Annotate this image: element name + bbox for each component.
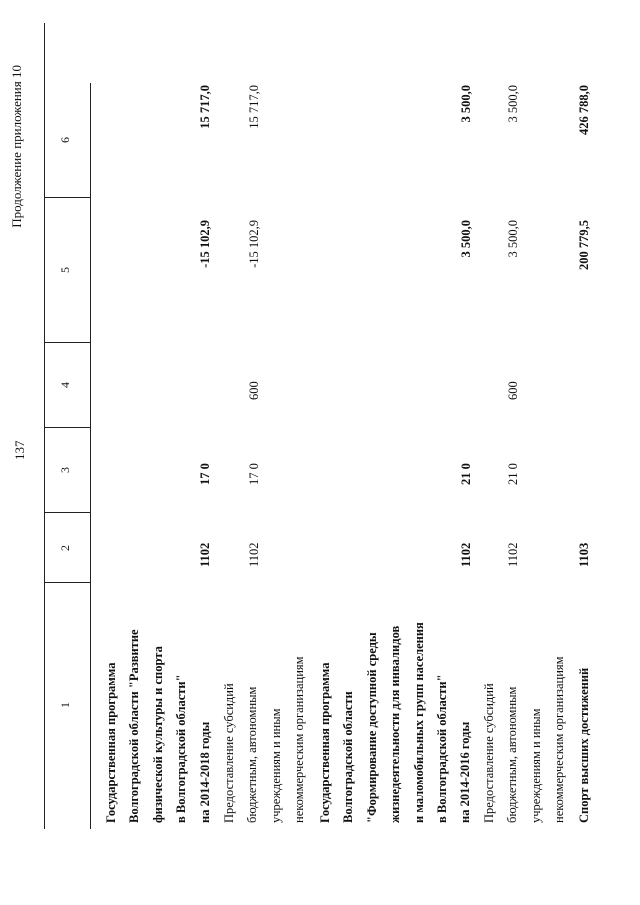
table-row-5-col6: 426 788,0 — [577, 85, 591, 135]
table-row-3-col6: 3 500,0 — [459, 85, 473, 123]
table-row-3-col3: 21 0 — [459, 463, 473, 485]
table-row-4-col6: 3 500,0 — [506, 85, 520, 123]
table-row-1-col6: 15 717,0 — [198, 85, 212, 129]
table-row-2-col5: -15 102,9 — [247, 220, 261, 268]
column-header-5: 5 — [58, 267, 72, 273]
table-row-2-label: Предоставление субсидий бюджетным, автономным учреждениям и иным некоммерческим организациям — [222, 656, 307, 823]
table-row-3-label: Государственная программа Волгоградской области "Формирование доступной среды жизнедеятельности для инвалидов и маломобильных групп населения в Волгоградской области" на 2014-2016 годы — [318, 622, 473, 823]
table-row-1-label: Государственная программа Волгоградской области "Развитие физической культуры и спорта в Волгоградской области" на 2014-2018 годы — [104, 629, 212, 823]
table-row-4-col5: 3 500,0 — [506, 220, 520, 258]
column-separator — [44, 512, 90, 513]
table-row-4-col4: 600 — [506, 381, 520, 400]
column-separator — [44, 342, 90, 343]
table-row-1-col5: -15 102,9 — [198, 220, 212, 268]
table-row-2-col3: 17 0 — [247, 463, 261, 485]
table-row-3-col5: 3 500,0 — [459, 220, 473, 258]
page-number: 137 — [12, 440, 27, 460]
column-header-4: 4 — [58, 382, 72, 388]
table-row-2-col6: 15 717,0 — [247, 85, 261, 129]
column-header-1: 1 — [58, 702, 72, 708]
column-header-6: 6 — [58, 137, 72, 143]
column-separator — [44, 427, 90, 428]
table-row-4-col2: 1102 — [506, 542, 520, 567]
table-row-5-col2: 1103 — [577, 542, 591, 567]
table-row-3-col2: 1102 — [459, 542, 473, 567]
appendix-title: Продолжение приложения 10 — [9, 65, 24, 228]
column-separator — [44, 582, 90, 583]
column-separator — [44, 197, 90, 198]
table-row-4-col3: 21 0 — [506, 463, 520, 485]
table-row-4-label: Предоставление субсидий бюджетным, автономным учреждениям и иным некоммерческим организациям — [482, 656, 567, 823]
table-header-rule — [90, 83, 91, 829]
column-header-3: 3 — [58, 467, 72, 473]
table-top-rule — [44, 23, 45, 829]
table-row-1-col2: 1102 — [198, 542, 212, 567]
table-row-1-col3: 17 0 — [198, 463, 212, 485]
table-row-5-col5: 200 779,5 — [577, 220, 591, 270]
column-header-2: 2 — [58, 545, 72, 551]
table-row-2-col4: 600 — [247, 381, 261, 400]
table-row-5-label: Спорт высших достижений — [577, 667, 591, 823]
table-row-2-col2: 1102 — [247, 542, 261, 567]
